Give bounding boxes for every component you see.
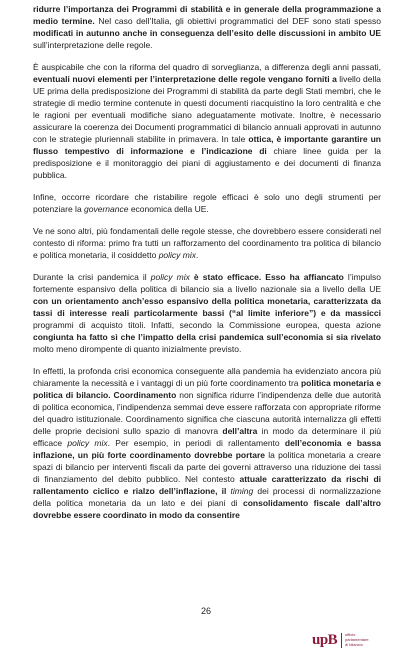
body-text: molto meno dirompente di quanto inizialmente previsto. <box>33 344 242 354</box>
document-body <box>33 3 381 531</box>
italic-text: policy mix <box>158 250 196 260</box>
bold-text: dell’economia e bassa inflazione, un più forte coordinamento dovrebbe portare <box>33 438 381 460</box>
upb-logo <box>312 631 402 651</box>
italic-text: governance <box>84 204 129 214</box>
bold-text: politica monetaria e politica di bilancio. Coordinamento <box>33 378 381 400</box>
paragraph-5 <box>33 271 381 355</box>
body-text: dei processi di normalizzazione della politica monetaria da un lato e dei piani di <box>33 486 381 508</box>
bold-text: attuale caratterizzato da rischi di rallentamento ciclico e rialzo dell’inflazione, il <box>33 474 382 496</box>
bold-text: eventuali nuovi elementi per l’interpretazione delle regole vengano forniti a <box>33 74 337 84</box>
logo-text <box>345 632 400 647</box>
page-number: 26 <box>200 606 211 616</box>
body-text: chiare linee guida per la predisposizione e il monitoraggio dei piani di aggiustamento e dei documenti di finanza pubblica. <box>33 146 382 180</box>
paragraph-3 <box>33 191 381 215</box>
bold-text: congiunta ha fatto sì che l’impatto della crisi pandemica sull’economia si sia rivelato <box>33 332 381 342</box>
logo-mark: upB <box>312 632 338 648</box>
body-text: la politica monetaria a creare spazi di bilancio per interventi fiscali da parte dei governi attraverso una riduzione dei tassi di finanziamento del debito pubblico. Nel contesto <box>33 450 381 484</box>
body-text: in modo da determinare il più efficace <box>33 426 381 448</box>
body-text: livello della UE prima della predisposizione dei Programmi di stabilità da parte degli Stati membri, che le strategie di medio termine contenute in questi documenti riacquistino la loro centralità e che le ragioni per eventuali modifiche siano adeguatamente motivate. Inoltre, è necessario assicurare la coerenza dei Documenti programmatici di bilancio annuali approvati in autunno con le strategie pluriennali stabilite in primavera. In tale <box>33 74 381 144</box>
body-text: Ve ne sono altri, più fondamentali delle regole stesse, che dovrebbero essere considerati nel contesto di riforma: primo fra tutti un rafforzamento del coordinamento tra politica di bilancio e politica monetaria, il cosiddetto <box>33 226 381 260</box>
bold-text: consolidamento fiscale dall’altro dovrebbe essere coordinato in modo da consentire <box>33 498 381 520</box>
bold-text: con un orientamento anch’esso espansivo della politica monetaria, caratterizzata da tassi di interesse reali particolarmente bassi (“al limite inferiore”) e da massicci <box>33 296 381 318</box>
bold-text: è stato efficace. Esso ha affiancato <box>189 272 344 282</box>
italic-text: timing <box>230 486 254 496</box>
bold-text: ottica, è importante garantire un flusso tempestivo di informazione e l’indicazione di <box>33 134 381 156</box>
logo-text-line: ufficio <box>345 632 356 637</box>
body-text: economica della UE. <box>128 204 209 214</box>
paragraph-2 <box>33 61 381 181</box>
italic-text: policy mix <box>67 438 108 448</box>
bold-text: modificati in autunno anche in conseguenza dell’esito delle discussioni in ambito UE <box>33 28 381 38</box>
logo-text-line: parlamentare <box>345 637 369 642</box>
body-text: Infine, occorre ricordare che ristabilire regole efficaci è solo uno degli strumenti per potenziare la <box>33 192 381 214</box>
italic-text: policy mix <box>150 272 190 282</box>
paragraph-1 <box>33 3 381 51</box>
logo-text-line: di bilancio <box>345 642 363 647</box>
body-text: Durante la crisi pandemica il <box>33 272 151 282</box>
paragraph-6 <box>33 365 381 521</box>
body-text: In effetti, la profonda crisi economica conseguente alla pandemia ha evidenziato ancora più chiaramente la necessità e i vantaggi di un più forte coordinamento tra <box>33 366 381 388</box>
bold-text: ridurre l’importanza dei Programmi di stabilità e in generale della programmazione a medio termine. <box>33 4 381 26</box>
body-text: . <box>196 250 199 260</box>
logo-divider <box>341 633 342 648</box>
paragraph-4 <box>33 225 381 261</box>
body-text: È auspicabile che con la riforma del quadro di sorveglianza, a differenza degli anni passati, <box>33 62 381 72</box>
body-text: l’impulso fortemente espansivo della politica di bilancio sia a livello nazionale sia a livello della UE <box>33 272 382 294</box>
body-text: programmi di acquisto titoli. Infatti, secondo la Commissione europea, questa azione <box>33 320 381 330</box>
body-text: . Per esempio, in periodi di rallentamento <box>107 438 285 448</box>
body-text: Nel caso dell’Italia, gli obiettivi programmatici del DEF sono stati spesso <box>94 16 382 26</box>
body-text: non significa ridurre l’indipendenza delle due autorità di politica economica, l’indipendenza semmai deve essere rafforzata con appropriate riforme del quadro istituzionale. Coordinamento significa che ciascuna autorità internalizza gli effetti delle proprie decisioni sullo spazio di manovra <box>33 390 381 436</box>
bold-text: dell’altra <box>222 426 258 436</box>
body-text: sull’interpretazione delle regole. <box>33 40 153 50</box>
